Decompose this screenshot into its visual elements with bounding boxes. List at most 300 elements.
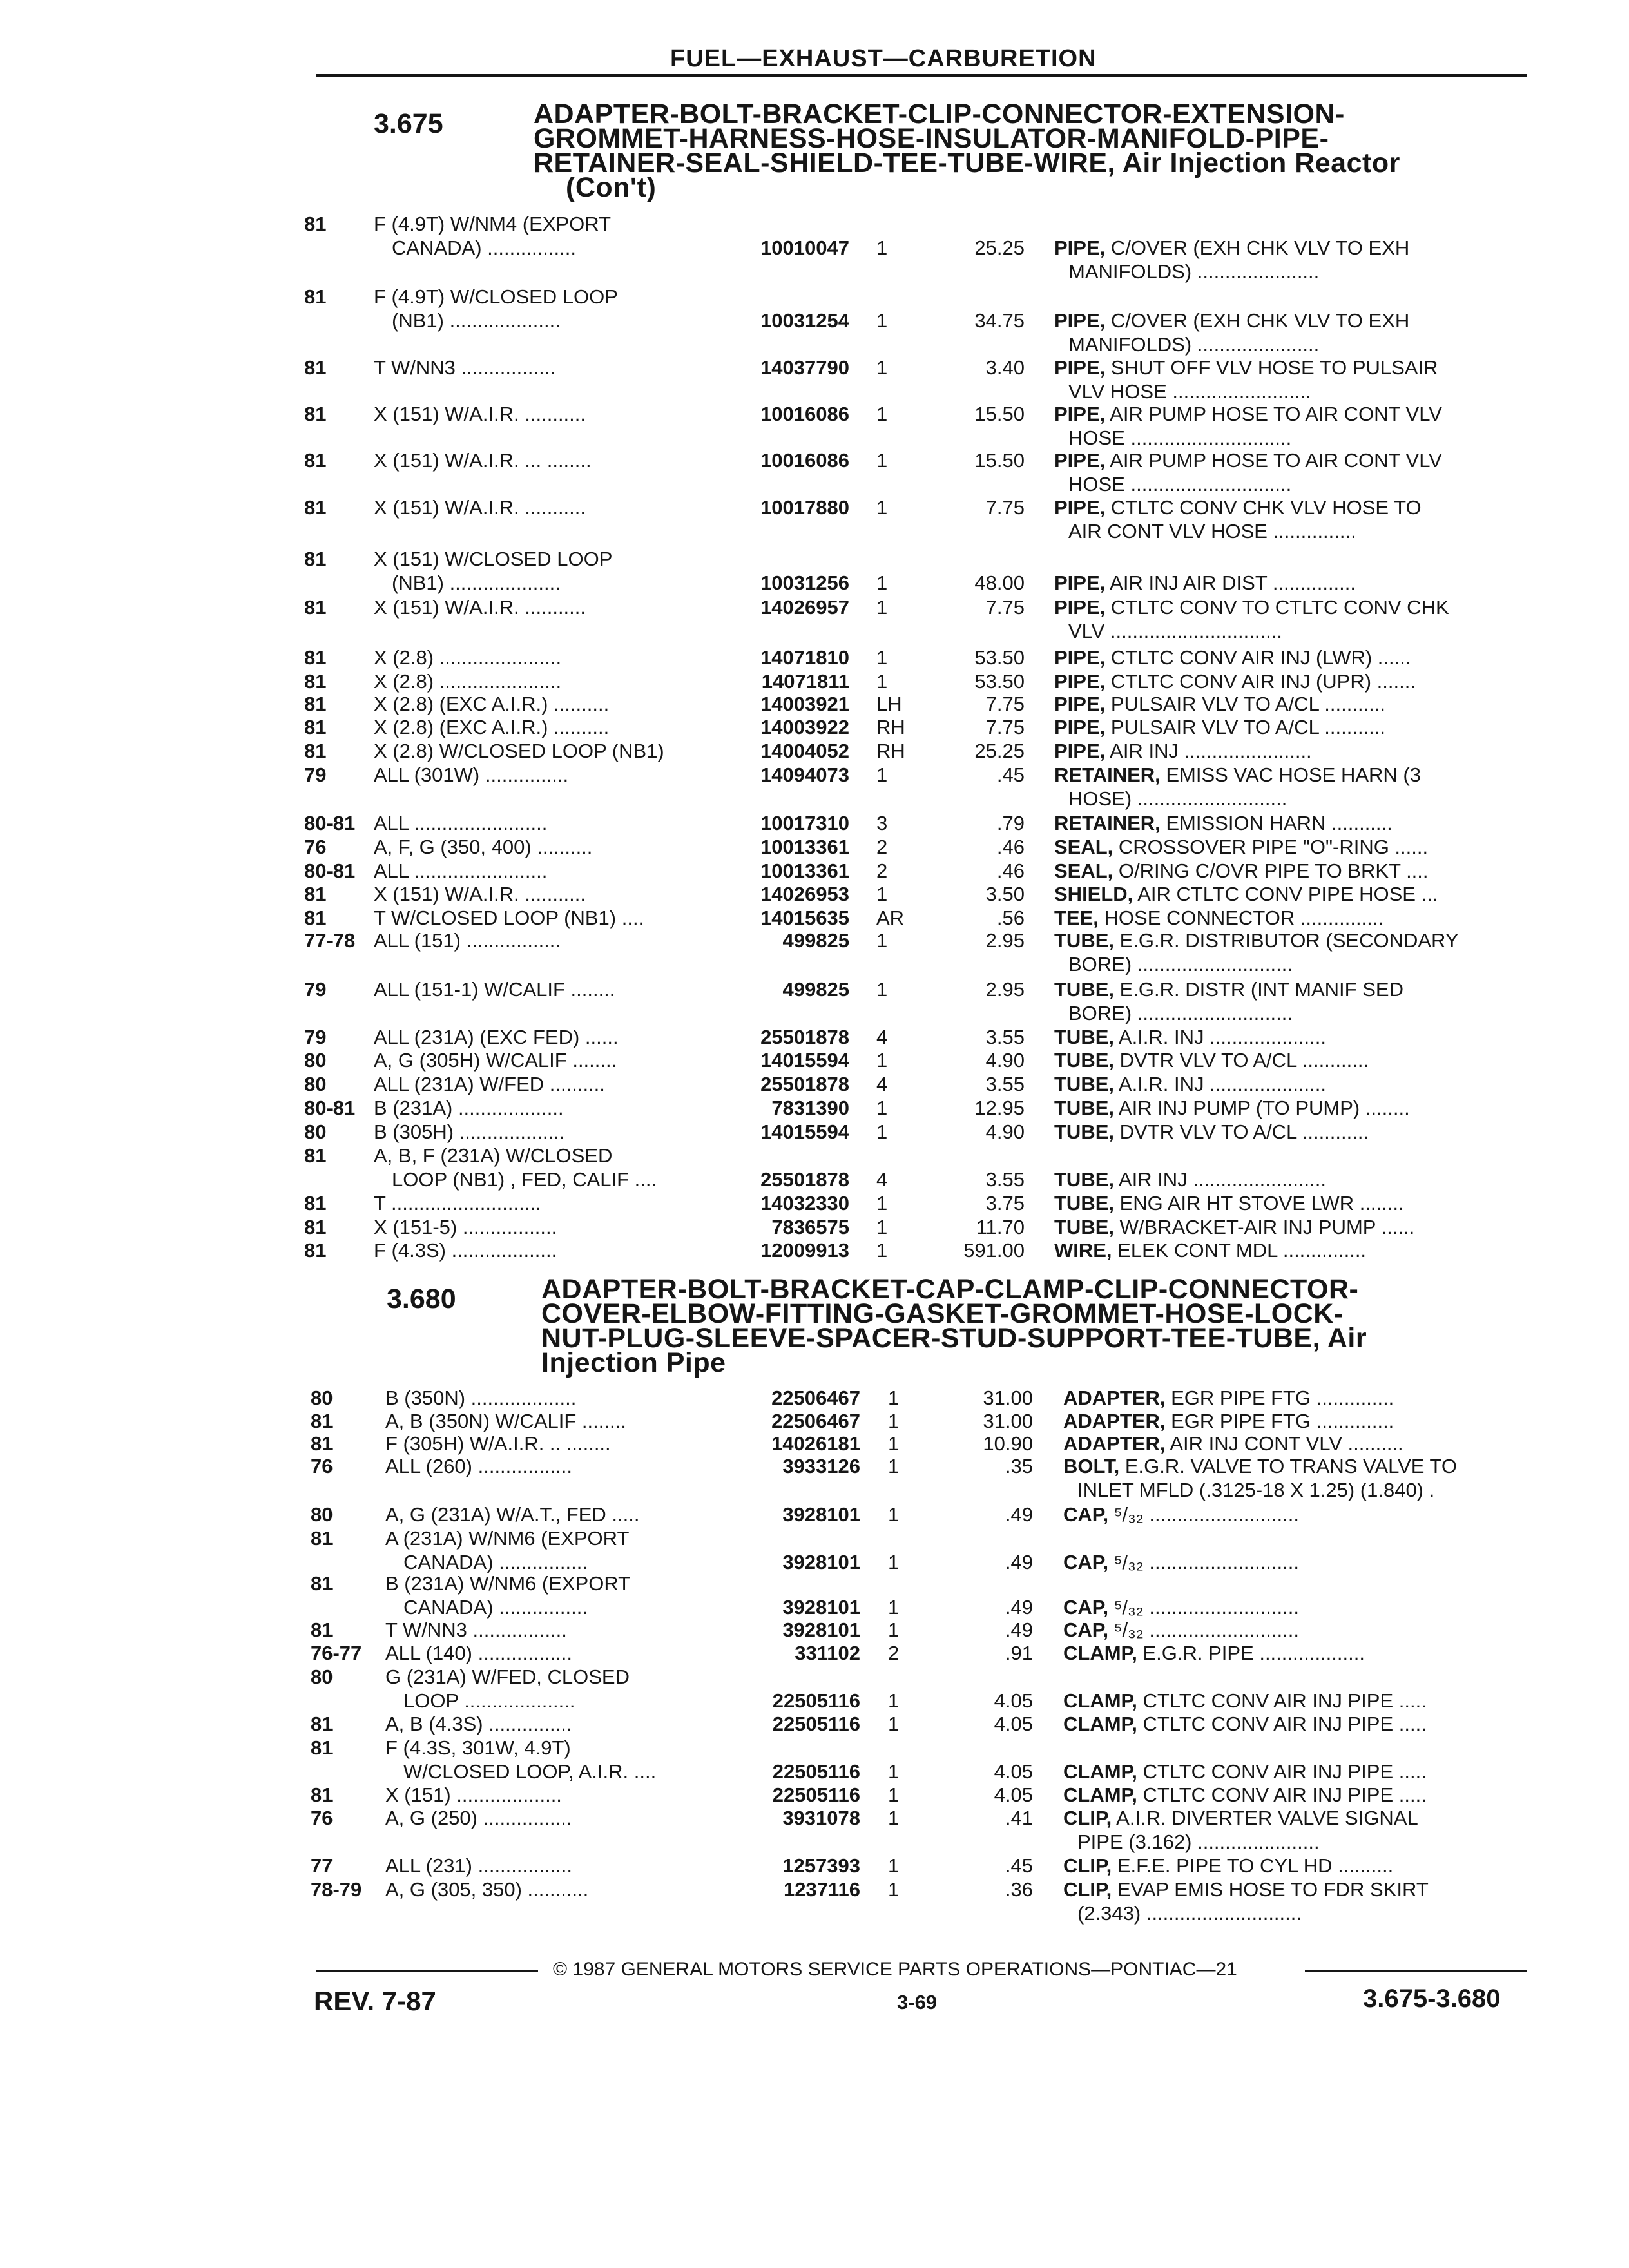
model-cell: X (151-5) ................. bbox=[374, 1216, 557, 1238]
model-cell: F (4.9T) W/CLOSED LOOP bbox=[374, 285, 618, 308]
price-cell: .49 bbox=[1005, 1503, 1033, 1526]
part-number-cell: 22505116 bbox=[772, 1689, 860, 1712]
model-cell: X (151) ................... bbox=[385, 1783, 562, 1806]
quantity-cell: 1 bbox=[888, 1807, 900, 1829]
price-cell: 4.05 bbox=[994, 1783, 1033, 1806]
quantity-cell: 1 bbox=[888, 1713, 900, 1735]
part-number-cell: 14026957 bbox=[760, 596, 849, 619]
description-cell: CLIP, EVAP EMIS HOSE TO FDR SKIRT bbox=[1063, 1878, 1429, 1901]
price-cell: 591.00 bbox=[963, 1239, 1025, 1262]
description-cell: TUBE, AIR INJ PUMP (TO PUMP) ........ bbox=[1054, 1097, 1410, 1119]
model-cell: A, F, G (350, 400) .......... bbox=[374, 836, 593, 858]
year-cell: 81 bbox=[304, 403, 327, 425]
year-cell: 81 bbox=[304, 883, 327, 905]
model-cell: (NB1) .................... bbox=[392, 572, 561, 594]
section-title-line: GROMMET-HARNESS-HOSE-INSULATOR-MANIFOLD-PIPE- bbox=[534, 123, 1329, 154]
description-cell: RETAINER, EMISS VAC HOSE HARN (3 bbox=[1054, 764, 1421, 786]
quantity-cell: 1 bbox=[876, 978, 888, 1001]
year-cell: 81 bbox=[311, 1713, 333, 1735]
quantity-cell: 1 bbox=[888, 1854, 900, 1877]
price-cell: .46 bbox=[996, 836, 1025, 858]
description-cell: CLIP, A.I.R. DIVERTER VALVE SIGNAL bbox=[1063, 1807, 1418, 1829]
model-cell: X (151) W/A.I.R. ... ........ bbox=[374, 449, 592, 472]
description-cell: WIRE, ELEK CONT MDL ............... bbox=[1054, 1239, 1367, 1262]
description-cell: TUBE, DVTR VLV TO A/CL ............ bbox=[1054, 1049, 1369, 1072]
price-cell: .41 bbox=[1005, 1807, 1033, 1829]
description-cell: CLAMP, CTLTC CONV AIR INJ PIPE ..... bbox=[1063, 1713, 1427, 1735]
model-cell: X (2.8) (EXC A.I.R.) .......... bbox=[374, 693, 610, 715]
quantity-cell: 2 bbox=[876, 836, 888, 858]
year-cell: 81 bbox=[304, 907, 327, 929]
part-number-cell: 3933126 bbox=[782, 1455, 860, 1477]
part-number-cell: 10010047 bbox=[760, 236, 849, 259]
model-cell: LOOP .................... bbox=[403, 1689, 575, 1712]
quantity-cell: 4 bbox=[876, 1073, 888, 1095]
model-cell: T W/NN3 ................. bbox=[374, 356, 555, 379]
description-cell: PIPE, CTLTC CONV AIR INJ (LWR) ...... bbox=[1054, 646, 1411, 669]
description-cell: PIPE, PULSAIR VLV TO A/CL ........... bbox=[1054, 716, 1386, 738]
part-number-cell: 499825 bbox=[782, 929, 849, 952]
quantity-cell: 2 bbox=[888, 1642, 900, 1664]
description-cell: TUBE, A.I.R. INJ ..................... bbox=[1054, 1073, 1327, 1095]
model-cell: F (4.3S) ................... bbox=[374, 1239, 557, 1262]
model-cell: G (231A) W/FED, CLOSED bbox=[385, 1666, 630, 1688]
section-title-line: NUT-PLUG-SLEEVE-SPACER-STUD-SUPPORT-TEE-TUBE, Air bbox=[541, 1323, 1367, 1354]
year-cell: 81 bbox=[304, 716, 327, 738]
price-cell: 31.00 bbox=[983, 1410, 1033, 1432]
description-cell: RETAINER, EMISSION HARN ........... bbox=[1054, 812, 1393, 834]
section-title bbox=[541, 1274, 1367, 1378]
year-cell: 80 bbox=[304, 1073, 327, 1095]
model-cell: ALL (151-1) W/CALIF ........ bbox=[374, 978, 615, 1001]
quantity-cell: 1 bbox=[876, 646, 888, 669]
section-title-line: ADAPTER-BOLT-BRACKET-CAP-CLAMP-CLIP-CONNECTOR- bbox=[541, 1274, 1359, 1305]
model-cell: F (305H) W/A.I.R. .. ........ bbox=[385, 1432, 611, 1455]
footer-rule-right bbox=[1305, 1970, 1527, 1972]
price-cell: 7.75 bbox=[985, 716, 1025, 738]
year-cell: 81 bbox=[311, 1527, 333, 1550]
price-cell: .79 bbox=[996, 812, 1025, 834]
price-cell: 15.50 bbox=[974, 449, 1025, 472]
part-number-cell: 10013361 bbox=[760, 836, 849, 858]
price-cell: 3.40 bbox=[985, 356, 1025, 379]
quantity-cell: 1 bbox=[876, 496, 888, 519]
description-cell: SEAL, O/RING C/OVR PIPE TO BRKT .... bbox=[1054, 860, 1429, 882]
quantity-cell: 1 bbox=[876, 403, 888, 425]
description-cell: CAP, ⁵/₃₂ ........................... bbox=[1063, 1503, 1299, 1526]
model-cell: X (151) W/A.I.R. ........... bbox=[374, 403, 586, 425]
price-cell: 11.70 bbox=[976, 1216, 1025, 1238]
year-cell: 79 bbox=[304, 978, 327, 1001]
description-cell: TUBE, W/BRACKET-AIR INJ PUMP ...... bbox=[1054, 1216, 1415, 1238]
year-cell: 81 bbox=[304, 670, 327, 693]
part-number-cell: 331102 bbox=[795, 1642, 860, 1664]
model-cell: A, G (250) ................ bbox=[385, 1807, 572, 1829]
section-number: 3.680 bbox=[387, 1283, 456, 1314]
quantity-cell: 1 bbox=[876, 1192, 888, 1215]
price-cell: .91 bbox=[1005, 1642, 1033, 1664]
model-cell: X (2.8) ...................... bbox=[374, 646, 562, 669]
page-number: 3-69 bbox=[897, 1991, 938, 2013]
year-cell: 81 bbox=[304, 1144, 327, 1167]
year-cell: 76 bbox=[311, 1455, 333, 1477]
model-cell: X (2.8) ...................... bbox=[374, 670, 562, 693]
part-number-cell: 1237116 bbox=[784, 1878, 860, 1901]
price-cell: 10.90 bbox=[983, 1432, 1033, 1455]
year-cell: 80-81 bbox=[304, 1097, 356, 1119]
year-cell: 80 bbox=[311, 1503, 333, 1526]
section-title-line: COVER-ELBOW-FITTING-GASKET-GROMMET-HOSE-LOCK- bbox=[541, 1298, 1344, 1329]
year-cell: 81 bbox=[304, 1192, 327, 1215]
section-title-line: ADAPTER-BOLT-BRACKET-CLIP-CONNECTOR-EXTENSION- bbox=[534, 99, 1345, 130]
description-cell: ADAPTER, EGR PIPE FTG .............. bbox=[1063, 1410, 1394, 1432]
year-cell: 81 bbox=[311, 1572, 333, 1595]
price-cell: 4.05 bbox=[994, 1689, 1033, 1712]
part-number-cell: 3928101 bbox=[782, 1551, 860, 1573]
model-cell: ALL ........................ bbox=[374, 812, 548, 834]
year-cell: 81 bbox=[311, 1783, 333, 1806]
part-number-cell: 10031254 bbox=[760, 309, 849, 332]
model-cell: X (151) W/A.I.R. ........... bbox=[374, 883, 586, 905]
price-cell: 4.05 bbox=[994, 1760, 1033, 1783]
year-cell: 80 bbox=[304, 1049, 327, 1072]
part-number-cell: 25501878 bbox=[760, 1026, 849, 1048]
year-cell: 80-81 bbox=[304, 812, 356, 834]
quantity-cell: 1 bbox=[888, 1689, 900, 1712]
quantity-cell: 1 bbox=[888, 1596, 900, 1619]
year-cell: 76 bbox=[304, 836, 327, 858]
model-cell: ALL ........................ bbox=[374, 860, 548, 882]
price-cell: 4.05 bbox=[994, 1713, 1033, 1735]
model-cell: A, B (350N) W/CALIF ........ bbox=[385, 1410, 626, 1432]
description-cell: ADAPTER, AIR INJ CONT VLV .......... bbox=[1063, 1432, 1403, 1455]
year-cell: 79 bbox=[304, 1026, 327, 1048]
description-cell: PIPE, PULSAIR VLV TO A/CL ........... bbox=[1054, 693, 1386, 715]
quantity-cell: 1 bbox=[876, 309, 888, 332]
part-number-cell: 10031256 bbox=[760, 572, 849, 594]
price-cell: .49 bbox=[1005, 1596, 1033, 1619]
model-cell: X (151) W/A.I.R. ........... bbox=[374, 496, 586, 519]
model-cell: T W/NN3 ................. bbox=[385, 1619, 567, 1641]
description-cell: CLIP, E.F.E. PIPE TO CYL HD .......... bbox=[1063, 1854, 1394, 1877]
part-number-cell: 3928101 bbox=[782, 1619, 860, 1641]
quantity-cell: 1 bbox=[876, 1239, 888, 1262]
quantity-cell: 1 bbox=[876, 1120, 888, 1143]
model-cell: A, G (305H) W/CALIF ........ bbox=[374, 1049, 617, 1072]
price-cell: .45 bbox=[1005, 1854, 1033, 1877]
description-cell: TEE, HOSE CONNECTOR ............... bbox=[1054, 907, 1384, 929]
quantity-cell: 1 bbox=[876, 236, 888, 259]
description-cell: SEAL, CROSSOVER PIPE "O"-RING ...... bbox=[1054, 836, 1429, 858]
part-number-cell: 3931078 bbox=[782, 1807, 860, 1829]
quantity-cell: RH bbox=[876, 740, 905, 762]
model-cell: A, G (231A) W/A.T., FED ..... bbox=[385, 1503, 640, 1526]
model-cell: W/CLOSED LOOP, A.I.R. .... bbox=[403, 1760, 657, 1783]
model-cell: X (2.8) W/CLOSED LOOP (NB1) bbox=[374, 740, 664, 762]
year-cell: 81 bbox=[304, 596, 327, 619]
description-cell: AIR CONT VLV HOSE ............... bbox=[1068, 520, 1356, 543]
description-cell: TUBE, E.G.R. DISTR (INT MANIF SED bbox=[1054, 978, 1403, 1001]
price-cell: 31.00 bbox=[983, 1387, 1033, 1409]
model-cell: LOOP (NB1) , FED, CALIF .... bbox=[392, 1168, 657, 1191]
year-cell: 77 bbox=[311, 1854, 333, 1877]
part-number-cell: 14026953 bbox=[760, 883, 849, 905]
copyright-line: © 1987 GENERAL MOTORS SERVICE PARTS OPERATIONS—PONTIAC—21 bbox=[553, 1959, 1237, 1980]
year-cell: 76-77 bbox=[311, 1642, 362, 1664]
year-cell: 81 bbox=[304, 740, 327, 762]
description-cell: PIPE, CTLTC CONV AIR INJ (UPR) ....... bbox=[1054, 670, 1416, 693]
year-cell: 81 bbox=[304, 449, 327, 472]
part-number-cell: 14094073 bbox=[760, 764, 849, 786]
price-cell: 2.95 bbox=[985, 929, 1025, 952]
description-cell: PIPE, CTLTC CONV TO CTLTC CONV CHK bbox=[1054, 596, 1449, 619]
model-cell: B (231A) ................... bbox=[374, 1097, 564, 1119]
quantity-cell: 4 bbox=[876, 1168, 888, 1191]
description-cell: PIPE, AIR PUMP HOSE TO AIR CONT VLV bbox=[1054, 449, 1442, 472]
model-cell: A, B, F (231A) W/CLOSED bbox=[374, 1144, 613, 1167]
year-cell: 76 bbox=[311, 1807, 333, 1829]
quantity-cell: 1 bbox=[876, 883, 888, 905]
year-cell: 81 bbox=[311, 1736, 333, 1759]
quantity-cell: 1 bbox=[876, 596, 888, 619]
description-cell: HOSE) ........................... bbox=[1068, 787, 1287, 810]
part-number-cell: 14003922 bbox=[760, 716, 849, 738]
quantity-cell: RH bbox=[876, 716, 905, 738]
part-number-cell: 14032330 bbox=[760, 1192, 849, 1215]
section-number: 3.675 bbox=[374, 108, 443, 139]
model-cell: B (305H) ................... bbox=[374, 1120, 565, 1143]
model-cell: T W/CLOSED LOOP (NB1) .... bbox=[374, 907, 644, 929]
description-cell: CAP, ⁵/₃₂ ........................... bbox=[1063, 1551, 1299, 1573]
part-number-cell: 12009913 bbox=[760, 1239, 849, 1262]
year-cell: 81 bbox=[304, 496, 327, 519]
description-cell: CLAMP, CTLTC CONV AIR INJ PIPE ..... bbox=[1063, 1760, 1427, 1783]
part-number-cell: 22505116 bbox=[772, 1713, 860, 1735]
quantity-cell: 1 bbox=[876, 670, 888, 693]
model-cell: X (151) W/A.I.R. ........... bbox=[374, 596, 586, 619]
quantity-cell: AR bbox=[876, 907, 905, 929]
part-number-cell: 499825 bbox=[782, 978, 849, 1001]
part-number-cell: 25501878 bbox=[760, 1168, 849, 1191]
part-number-cell: 14071811 bbox=[761, 670, 849, 693]
year-cell: 80-81 bbox=[304, 860, 356, 882]
description-cell: HOSE ............................. bbox=[1068, 427, 1292, 449]
part-number-cell: 22505116 bbox=[772, 1760, 860, 1783]
description-cell: MANIFOLDS) ...................... bbox=[1068, 260, 1320, 283]
model-cell: ALL (301W) ............... bbox=[374, 764, 569, 786]
part-number-cell: 14071810 bbox=[760, 646, 849, 669]
part-number-cell: 10013361 bbox=[760, 860, 849, 882]
price-cell: 25.25 bbox=[974, 740, 1025, 762]
description-cell: CLAMP, CTLTC CONV AIR INJ PIPE ..... bbox=[1063, 1689, 1427, 1712]
part-number-cell: 14015594 bbox=[760, 1049, 849, 1072]
section-title-line: Injection Pipe bbox=[541, 1347, 726, 1378]
part-number-cell: 14015594 bbox=[760, 1120, 849, 1143]
part-number-cell: 22506467 bbox=[771, 1410, 860, 1432]
part-number-cell: 10017880 bbox=[760, 496, 849, 519]
part-number-cell: 7836575 bbox=[771, 1216, 849, 1238]
description-cell: INLET MFLD (.3125-18 X 1.25) (1.840) . bbox=[1077, 1479, 1435, 1501]
price-cell: 3.50 bbox=[985, 883, 1025, 905]
description-cell: MANIFOLDS) ...................... bbox=[1068, 333, 1320, 356]
price-cell: 34.75 bbox=[974, 309, 1025, 332]
price-cell: 15.50 bbox=[974, 403, 1025, 425]
quantity-cell: 1 bbox=[876, 572, 888, 594]
part-number-cell: 10016086 bbox=[760, 403, 849, 425]
description-cell: PIPE, CTLTC CONV CHK VLV HOSE TO bbox=[1054, 496, 1422, 519]
page-header: FUEL—EXHAUST—CARBURETION bbox=[670, 45, 1097, 72]
description-cell: CLAMP, E.G.R. PIPE ................... bbox=[1063, 1642, 1365, 1664]
year-cell: 77-78 bbox=[304, 929, 356, 952]
model-cell: B (350N) ................... bbox=[385, 1387, 577, 1409]
price-cell: 48.00 bbox=[974, 572, 1025, 594]
price-cell: 7.75 bbox=[985, 496, 1025, 519]
year-cell: 81 bbox=[311, 1432, 333, 1455]
price-cell: .49 bbox=[1005, 1619, 1033, 1641]
description-cell: PIPE, SHUT OFF VLV HOSE TO PULSAIR bbox=[1054, 356, 1438, 379]
year-cell: 80 bbox=[311, 1666, 333, 1688]
year-cell: 81 bbox=[304, 356, 327, 379]
quantity-cell: 1 bbox=[888, 1410, 900, 1432]
quantity-cell: 1 bbox=[876, 449, 888, 472]
year-cell: 81 bbox=[304, 548, 327, 570]
price-cell: 2.95 bbox=[985, 978, 1025, 1001]
description-cell: CLAMP, CTLTC CONV AIR INJ PIPE ..... bbox=[1063, 1783, 1427, 1806]
model-cell: X (151) W/CLOSED LOOP bbox=[374, 548, 613, 570]
description-cell: TUBE, DVTR VLV TO A/CL ............ bbox=[1054, 1120, 1369, 1143]
model-cell: CANADA) ................ bbox=[403, 1551, 588, 1573]
model-cell: ALL (231) ................. bbox=[385, 1854, 573, 1877]
model-cell: CANADA) ................ bbox=[392, 236, 576, 259]
model-cell: CANADA) ................ bbox=[403, 1596, 588, 1619]
quantity-cell: LH bbox=[876, 693, 902, 715]
price-cell: 53.50 bbox=[974, 646, 1025, 669]
model-cell: F (4.3S, 301W, 4.9T) bbox=[385, 1736, 571, 1759]
description-cell: BORE) ............................ bbox=[1068, 953, 1293, 975]
model-cell: ALL (231A) (EXC FED) ...... bbox=[374, 1026, 619, 1048]
footer-rule-left bbox=[316, 1970, 538, 1972]
description-cell: SHIELD, AIR CTLTC CONV PIPE HOSE ... bbox=[1054, 883, 1438, 905]
quantity-cell: 1 bbox=[888, 1503, 900, 1526]
description-cell: PIPE, AIR INJ ....................... bbox=[1054, 740, 1312, 762]
year-cell: 81 bbox=[304, 285, 327, 308]
price-cell: .45 bbox=[996, 764, 1025, 786]
year-cell: 81 bbox=[311, 1410, 333, 1432]
part-number-cell: 10017310 bbox=[760, 812, 849, 834]
description-cell: (2.343) ............................ bbox=[1077, 1902, 1302, 1925]
description-cell: TUBE, E.G.R. DISTRIBUTOR (SECONDARY bbox=[1054, 929, 1459, 952]
description-cell: CAP, ⁵/₃₂ ........................... bbox=[1063, 1619, 1299, 1641]
price-cell: 3.55 bbox=[985, 1073, 1025, 1095]
quantity-cell: 1 bbox=[888, 1619, 900, 1641]
model-cell: A (231A) W/NM6 (EXPORT bbox=[385, 1527, 630, 1550]
part-number-cell: 1257393 bbox=[782, 1854, 860, 1877]
description-cell: PIPE, C/OVER (EXH CHK VLV TO EXH bbox=[1054, 309, 1410, 332]
part-number-cell: 14026181 bbox=[771, 1432, 860, 1455]
description-cell: TUBE, A.I.R. INJ ..................... bbox=[1054, 1026, 1327, 1048]
model-cell: X (2.8) (EXC A.I.R.) .......... bbox=[374, 716, 610, 738]
part-number-cell: 14015635 bbox=[760, 907, 849, 929]
model-cell: ALL (140) ................. bbox=[385, 1642, 573, 1664]
description-cell: PIPE, C/OVER (EXH CHK VLV TO EXH bbox=[1054, 236, 1410, 259]
model-cell: F (4.9T) W/NM4 (EXPORT bbox=[374, 213, 612, 235]
part-number-cell: 10016086 bbox=[760, 449, 849, 472]
price-cell: .56 bbox=[996, 907, 1025, 929]
year-cell: 80 bbox=[311, 1387, 333, 1409]
description-cell: VLV HOSE ......................... bbox=[1068, 380, 1311, 403]
description-cell: ADAPTER, EGR PIPE FTG .............. bbox=[1063, 1387, 1394, 1409]
section-title bbox=[534, 99, 1400, 203]
price-cell: 53.50 bbox=[974, 670, 1025, 693]
price-cell: .49 bbox=[1005, 1551, 1033, 1573]
quantity-cell: 1 bbox=[876, 929, 888, 952]
description-cell: PIPE, AIR INJ AIR DIST ............... bbox=[1054, 572, 1356, 594]
part-number-cell: 25501878 bbox=[760, 1073, 849, 1095]
price-cell: 7.75 bbox=[985, 693, 1025, 715]
header-rule bbox=[316, 74, 1527, 77]
part-number-cell: 7831390 bbox=[771, 1097, 849, 1119]
model-cell: A, G (305, 350) ........... bbox=[385, 1878, 589, 1901]
quantity-cell: 1 bbox=[876, 1097, 888, 1119]
year-cell: 81 bbox=[304, 1239, 327, 1262]
year-cell: 79 bbox=[304, 764, 327, 786]
description-cell: BORE) ............................ bbox=[1068, 1002, 1293, 1024]
price-cell: 7.75 bbox=[985, 596, 1025, 619]
quantity-cell: 1 bbox=[876, 1049, 888, 1072]
quantity-cell: 1 bbox=[888, 1878, 900, 1901]
price-cell: 4.90 bbox=[985, 1120, 1025, 1143]
price-cell: 4.90 bbox=[985, 1049, 1025, 1072]
part-number-cell: 14004052 bbox=[760, 740, 849, 762]
description-cell: TUBE, ENG AIR HT STOVE LWR ........ bbox=[1054, 1192, 1404, 1215]
price-cell: 3.55 bbox=[985, 1168, 1025, 1191]
model-cell: T ........................... bbox=[374, 1192, 541, 1215]
description-cell: HOSE ............................. bbox=[1068, 473, 1292, 495]
description-cell: PIPE, AIR PUMP HOSE TO AIR CONT VLV bbox=[1054, 403, 1442, 425]
year-cell: 81 bbox=[304, 646, 327, 669]
section-title-line: RETAINER-SEAL-SHIELD-TEE-TUBE-WIRE, Air Injection Reactor bbox=[534, 148, 1400, 178]
model-cell: (NB1) .................... bbox=[392, 309, 561, 332]
section-range: 3.675-3.680 bbox=[1363, 1984, 1501, 2013]
revision-label: REV. 7-87 bbox=[314, 1986, 436, 2016]
part-number-cell: 14003921 bbox=[760, 693, 849, 715]
price-cell: 12.95 bbox=[974, 1097, 1025, 1119]
quantity-cell: 1 bbox=[876, 764, 888, 786]
description-cell: PIPE (3.162) ...................... bbox=[1077, 1831, 1320, 1853]
price-cell: .35 bbox=[1005, 1455, 1033, 1477]
quantity-cell: 1 bbox=[888, 1387, 900, 1409]
year-cell: 81 bbox=[311, 1619, 333, 1641]
part-number-cell: 3928101 bbox=[782, 1503, 860, 1526]
price-cell: 25.25 bbox=[974, 236, 1025, 259]
quantity-cell: 4 bbox=[876, 1026, 888, 1048]
description-cell: CAP, ⁵/₃₂ ........................... bbox=[1063, 1596, 1299, 1619]
quantity-cell: 1 bbox=[888, 1760, 900, 1783]
model-cell: B (231A) W/NM6 (EXPORT bbox=[385, 1572, 631, 1595]
quantity-cell: 1 bbox=[888, 1783, 900, 1806]
description-cell: BOLT, E.G.R. VALVE TO TRANS VALVE TO bbox=[1063, 1455, 1457, 1477]
price-cell: .36 bbox=[1005, 1878, 1033, 1901]
quantity-cell: 1 bbox=[888, 1551, 900, 1573]
year-cell: 78-79 bbox=[311, 1878, 362, 1901]
model-cell: ALL (260) ................. bbox=[385, 1455, 573, 1477]
quantity-cell: 1 bbox=[876, 1216, 888, 1238]
part-number-cell: 22506467 bbox=[771, 1387, 860, 1409]
quantity-cell: 3 bbox=[876, 812, 888, 834]
part-number-cell: 22505116 bbox=[772, 1783, 860, 1806]
price-cell: .46 bbox=[996, 860, 1025, 882]
year-cell: 81 bbox=[304, 1216, 327, 1238]
